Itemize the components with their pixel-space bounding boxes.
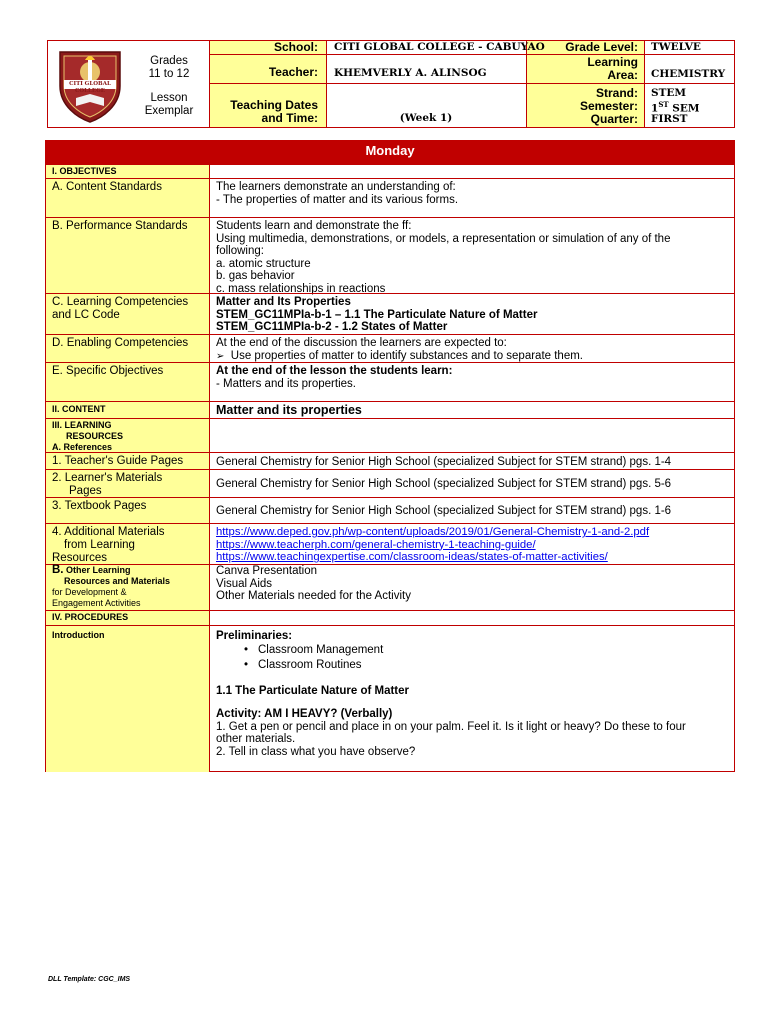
teacher-label: Teacher: [268,65,318,79]
other-resources-row [46,564,734,611]
additional-materials-label [46,524,210,565]
learners-materials-label-2: Pages [69,485,102,497]
other-resources-label-1: Other Learning [66,565,131,575]
resources-label-1: III. LEARNING [52,420,112,430]
other-resources-label-4: Engagement Activities [52,598,141,608]
additional-materials-label-2: from Learning [64,539,135,551]
learning-area-value: CHEMISTRY [651,68,726,80]
learning-area-label [527,56,638,82]
grade-level-value: TWELVE [651,41,701,53]
introduction-row [46,625,734,772]
performance-line-4: b. gas behavior [216,270,295,283]
competencies-line-3: STEM_GC11MPIa-b-2 - 1.2 States of Matter [216,321,448,334]
enabling-row [46,334,734,363]
activity-step-2: 2. Tell in class what you have observe? [216,745,416,758]
day-header: Monday [46,141,734,164]
bullet-icon: • [244,658,249,671]
bullet-icon: • [244,643,249,656]
textbook-value: General Chemistry for Senior High School (specialized Subject for STEM strand) pgs. 1-6 [216,505,672,517]
enabling-label: D. Enabling Competencies [46,335,210,363]
content-row [46,401,734,419]
other-resources-text [210,565,734,603]
enabling-text [210,335,734,363]
teachers-guide-value: General Chemistry for Senior High School (specialized Subject for STEM strand) pgs. 1-4 [216,456,672,468]
references-label: A. References [52,442,113,452]
activity-step-1: 1. Get a pen or pencil and place in on your palm. Feel it. Is it light or heavy? Do these to four other materials. [216,720,686,746]
enabling-line-1: At the end of the discussion the learners are expected to: [216,337,507,349]
content-label: II. CONTENT [46,402,210,419]
competencies-label-1: C. Learning Competencies [52,296,189,308]
specific-label: E. Specific Objectives [46,363,210,402]
other-resources-label [46,565,210,611]
college-logo [54,46,126,124]
learning-area-label-1: Learning [587,55,638,69]
introduction-label: Introduction [46,626,210,772]
exemplar-label: Exemplar [144,105,194,117]
quarter-label: Quarter: [590,112,638,126]
semester-value-sup: ST [658,100,669,109]
other-resources-line-1: Canva Presentation [216,565,318,577]
grade-level-label: Grade Level: [565,40,638,54]
procedures-row [46,610,734,626]
learners-materials-row [46,469,734,498]
link-deped[interactable]: https://www.deped.gov.ph/wp-content/uploads/2019/01/General-Chemistry-1-and-2.pdf [216,526,650,538]
performance-line-2: Using multimedia, demonstrations, or models, a representation or simulation of any of the following: [216,232,671,258]
performance-line-5: c. mass relationships in reactions [216,282,386,295]
content-standards-row [46,178,734,218]
strand-value: STEM [651,87,687,99]
bullet-classroom-management: Classroom Management [258,643,384,656]
performance-standards-text [210,218,734,296]
enabling-line-2: Use properties of matter to identify substances and to separate them. [230,349,583,362]
semester-value-rest: SEM [668,102,700,115]
content-standards-label: A. Content Standards [46,179,210,218]
performance-line-3: a. atomic structure [216,257,311,270]
semester-label: Semester: [579,99,638,113]
teaching-dates-label [210,99,318,125]
link-teachingexpertise[interactable]: https://www.teachingexpertise.com/classroom-ideas/states-of-matter-activities/ [216,551,608,564]
learners-materials-label [46,470,210,498]
other-resources-letter: B. [52,564,64,576]
preliminaries-heading: Preliminaries: [216,630,293,642]
school-label: School: [274,40,318,54]
header-table [47,40,735,128]
lesson-label: Lesson [150,92,188,104]
performance-standards-row [46,217,734,294]
activity-title: Activity: AM I HEAVY? (Verbally) [216,708,393,721]
particulate-nature-heading: 1.1 The Particulate Nature of Matter [216,684,409,697]
textbook-label: 3. Textbook Pages [46,498,210,524]
objectives-label: I. OBJECTIVES [46,165,210,179]
teachers-guide-row [46,452,734,470]
learning-area-label-2: Area: [607,68,638,82]
arrow-bullet-icon: ➢ [216,350,225,362]
lesson-table [45,140,735,772]
textbook-row [46,497,734,524]
specific-row [46,362,734,402]
performance-line-1: Students learn and demonstrate the ff: [216,220,412,232]
additional-materials-label-3: Resources [52,552,107,564]
performance-standards-label: B. Performance Standards [46,218,210,294]
teaching-dates-label-2: and Time: [261,111,318,125]
resources-row [46,418,734,453]
grades-label: Grades [150,55,188,67]
teaching-dates-label-1: Teaching Dates [230,98,318,112]
content-standards-line-1: The learners demonstrate an understanding of: [216,181,456,193]
competencies-row [46,293,734,335]
teaching-dates-value: (Week 1) [399,112,453,124]
competencies-line-2: STEM_GC11MPIa-b-1 – 1.1 The Particulate Nature of Matter [216,308,538,321]
link-teacherph[interactable]: https://www.teacherph.com/general-chemistry-1-teaching-guide/ [216,538,536,551]
specific-line-2: - Matters and its properties. [216,377,356,390]
teachers-guide-label: 1. Teacher's Guide Pages [46,453,210,470]
procedures-label: IV. PROCEDURES [46,611,210,626]
other-resources-line-3: Other Materials needed for the Activity [216,590,411,603]
footer-template-label: DLL Template: CGC_IMS [48,976,131,983]
resources-label-2: RESOURCES [66,431,124,441]
content-standards-text [210,179,734,206]
other-resources-label-3: for Development & [52,587,127,597]
other-resources-line-2: Visual Aids [216,577,273,590]
introduction-text [210,626,734,759]
strand-label: Strand: [596,86,638,100]
content-value: Matter and its properties [216,403,362,417]
grades-info [130,55,208,118]
logo-text: CITI GLOBAL COLLEGE [69,81,111,94]
bullet-classroom-routines: Classroom Routines [258,658,362,671]
competencies-text [210,294,734,334]
competencies-label [46,294,210,335]
specific-text [210,363,734,390]
learners-materials-value: General Chemistry for Senior High School (specialized Subject for STEM strand) pgs. 5-6 [216,478,672,490]
semester-value-num: 1 [651,102,659,115]
resources-label [46,419,210,453]
quarter-value: FIRST [651,113,688,125]
learners-materials-label-1: 2. Learner's Materials [52,472,163,484]
teacher-value: KHEMVERLY A. ALINSOG [334,67,487,79]
additional-materials-links [210,524,734,564]
grades-range: 11 to 12 [148,68,190,80]
other-resources-label-2: Resources and Materials [64,576,171,586]
specific-line-1: At the end of the lesson the students learn: [216,365,453,377]
additional-materials-label-1: 4. Additional Materials [52,526,165,538]
school-value: CITI GLOBAL COLLEGE - CABUYAO [334,41,545,53]
competencies-line-1: Matter and Its Properties [216,296,351,308]
additional-materials-row [46,523,734,565]
objectives-row [46,164,734,179]
competencies-label-2: and LC Code [52,309,120,321]
content-standards-line-2: - The properties of matter and its various forms. [216,193,459,206]
